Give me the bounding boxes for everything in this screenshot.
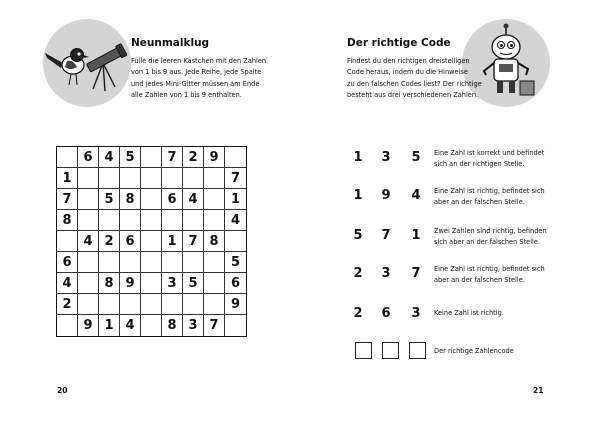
sudoku-given-cell: 4 (120, 315, 141, 336)
sudoku-given-cell: 8 (57, 210, 78, 231)
code-clue (345, 148, 585, 174)
clue-digit: 7 (411, 266, 421, 281)
answer-label: Der richtige Zahlencode (434, 347, 514, 355)
sudoku-given-cell: 8 (120, 189, 141, 210)
page-title: Der richtige Code (347, 37, 451, 49)
sudoku-given-cell: 4 (57, 273, 78, 294)
sudoku-given-cell: 5 (183, 273, 204, 294)
page-number: 20 (57, 386, 68, 395)
clue-digit: 1 (353, 150, 363, 165)
sudoku-given-cell: 1 (225, 189, 246, 210)
clue-digit: 7 (381, 228, 391, 243)
code-clue (345, 264, 585, 290)
sudoku-given-cell: 2 (183, 147, 204, 168)
sudoku-given-cell: 8 (204, 231, 225, 252)
sudoku-given-cell: 7 (183, 231, 204, 252)
clue-digit: 3 (381, 150, 391, 165)
answer-digit-box[interactable] (382, 342, 399, 359)
clue-digit: 1 (411, 228, 421, 243)
sudoku-given-cell: 7 (225, 168, 246, 189)
clue-hint: Zwei Zahlen sind richtig, befinden sich aber an der falschen Stelle. (434, 227, 547, 247)
sudoku-given-cell: 9 (120, 273, 141, 294)
sudoku-given-cell: 4 (99, 147, 120, 168)
sudoku-given-cell: 7 (162, 147, 183, 168)
sudoku-given-cell: 9 (78, 315, 99, 336)
sudoku-given-cell: 8 (99, 273, 120, 294)
sudoku-given-cell: 6 (225, 273, 246, 294)
sudoku-given-cell: 3 (183, 315, 204, 336)
clue-digit: 5 (353, 228, 363, 243)
sudoku-given-cell: 4 (78, 231, 99, 252)
instructions-text: Fülle die leeren Kästchen mit den Zahlen von 1 bis 9 aus. Jede Reihe, jede Spalte und jedes Mini-Gitter müssen am Ende alle Zahlen von 1 bis 9 enthalten. (131, 57, 267, 100)
sudoku-given-cell: 1 (162, 231, 183, 252)
sudoku-given-cell: 8 (162, 315, 183, 336)
answer-digit-box[interactable] (355, 342, 372, 359)
sudoku-given-cell: 6 (162, 189, 183, 210)
clue-digit: 4 (411, 188, 421, 203)
instructions-text: Findest du den richtigen dreistelligen Code heraus, indem du die Hinweise zu den falschen Codes liest? Der richtige besteht aus drei verschiedenen Zahlen. (347, 57, 482, 100)
sudoku-given-cell: 7 (57, 189, 78, 210)
clue-hint: Eine Zahl ist richtig, befindet sich aber an der falschen Stelle. (434, 187, 545, 207)
clue-digit: 5 (411, 150, 421, 165)
sudoku-given-cell: 5 (99, 189, 120, 210)
clue-digit: 9 (381, 188, 391, 203)
clue-digit: 6 (381, 306, 391, 321)
clue-digit: 3 (411, 306, 421, 321)
sudoku-given-cell: 4 (225, 210, 246, 231)
answer-digit-box[interactable] (409, 342, 426, 359)
sudoku-given-cell: 5 (225, 252, 246, 273)
sudoku-given-cell: 7 (204, 315, 225, 336)
sudoku-given-cell: 2 (99, 231, 120, 252)
code-clue (345, 186, 585, 212)
sudoku-given-cell: 1 (99, 315, 120, 336)
clue-digit: 3 (381, 266, 391, 281)
sudoku-given-cell: 3 (162, 273, 183, 294)
clue-hint: Eine Zahl ist richtig, befindet sich aber an der falschen Stelle. (434, 265, 545, 285)
sudoku-given-cell: 1 (57, 168, 78, 189)
sudoku-given-cell: 6 (120, 231, 141, 252)
sudoku-given-cell: 5 (120, 147, 141, 168)
clue-digit: 2 (353, 266, 363, 281)
clue-hint: Keine Zahl ist richtig. (434, 309, 504, 317)
code-clue (345, 226, 585, 252)
sudoku-given-cell: 6 (57, 252, 78, 273)
sudoku-given-cell: 2 (57, 294, 78, 315)
clue-digit: 2 (353, 306, 363, 321)
sudoku-given-cell: 9 (204, 147, 225, 168)
sudoku-given-cell: 6 (78, 147, 99, 168)
clue-hint: Eine Zahl ist korrekt und befindet sich an der richtigen Stelle. (434, 149, 545, 169)
clue-digit: 1 (353, 188, 363, 203)
sudoku-given-cell: 9 (225, 294, 246, 315)
page-number: 21 (533, 386, 544, 395)
page-title: Neunmalklug (131, 37, 210, 49)
sudoku-given-cell: 4 (183, 189, 204, 210)
code-clue (345, 304, 585, 330)
